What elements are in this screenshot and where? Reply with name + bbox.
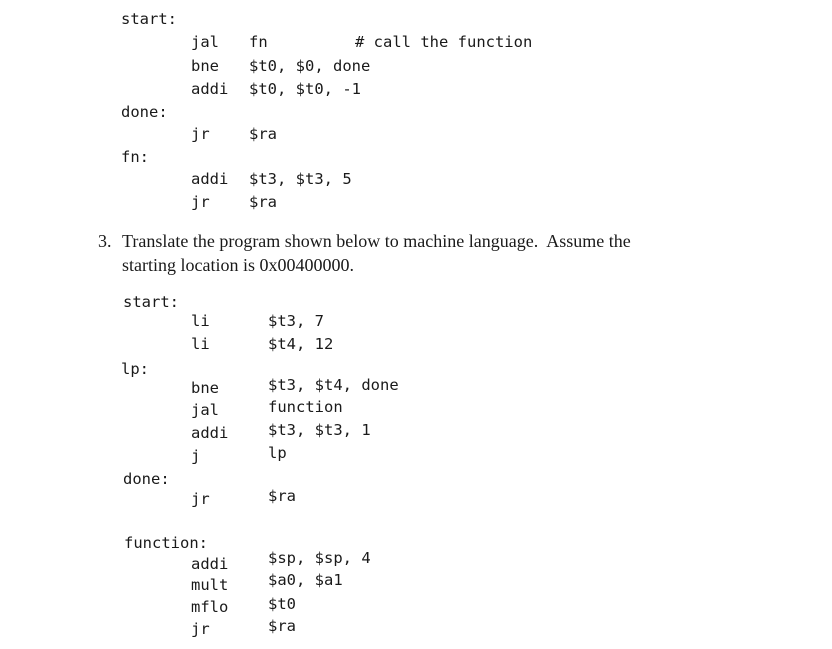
- question-text-line2: starting location is 0x00400000.: [122, 255, 354, 275]
- op-addi: addi: [191, 80, 229, 98]
- args-addi: $t0, $t0, -1: [249, 80, 361, 98]
- op-mult: mult: [191, 576, 229, 594]
- op-addi-3: addi: [191, 555, 229, 573]
- op-addi-2: addi: [191, 424, 229, 442]
- question-number: 3.: [98, 231, 112, 251]
- label-start-2: start:: [123, 293, 179, 311]
- label-fn: fn:: [121, 148, 149, 166]
- label-lp: lp:: [121, 360, 149, 378]
- op-bne: bne: [191, 57, 219, 75]
- args-mflo: $t0: [268, 595, 296, 613]
- op-jr-fn: jr: [191, 193, 210, 211]
- op-bne-2: bne: [191, 379, 219, 397]
- args-jr-2: $ra: [268, 487, 296, 505]
- op-jr-3: jr: [191, 620, 210, 638]
- args-li-1: $t3, 7: [268, 312, 324, 330]
- op-jr: jr: [191, 125, 210, 143]
- op-j: j: [191, 447, 201, 465]
- args-li-2: $t4, 12: [268, 335, 334, 353]
- op-jal: jal: [191, 33, 219, 51]
- args-j: lp: [268, 444, 287, 462]
- label-done: done:: [121, 103, 168, 121]
- label-start: start:: [121, 10, 177, 28]
- label-done-2: done:: [123, 470, 170, 488]
- op-jr-2: jr: [191, 490, 210, 508]
- question-text-line1: Translate the program shown below to machine language. Assume the: [122, 231, 631, 251]
- op-mflo: mflo: [191, 598, 229, 616]
- args-jr: $ra: [249, 125, 277, 143]
- op-addi-fn: addi: [191, 170, 229, 188]
- op-li-1: li: [191, 312, 210, 330]
- args-addi-3: $sp, $sp, 4: [268, 549, 371, 567]
- args-jal-2: function: [268, 398, 343, 416]
- op-jal-2: jal: [191, 401, 219, 419]
- args-addi-fn: $t3, $t3, 5: [249, 170, 352, 188]
- op-li-2: li: [191, 335, 210, 353]
- args-bne: $t0, $0, done: [249, 57, 371, 75]
- label-function: function:: [124, 534, 208, 552]
- args-jal: fn: [249, 33, 268, 51]
- comment-call: # call the function: [355, 33, 533, 51]
- args-jr-fn: $ra: [249, 193, 277, 211]
- args-jr-3: $ra: [268, 617, 296, 635]
- args-addi-2: $t3, $t3, 1: [268, 421, 371, 439]
- args-bne-2: $t3, $t4, done: [268, 376, 399, 394]
- args-mult: $a0, $a1: [268, 571, 343, 589]
